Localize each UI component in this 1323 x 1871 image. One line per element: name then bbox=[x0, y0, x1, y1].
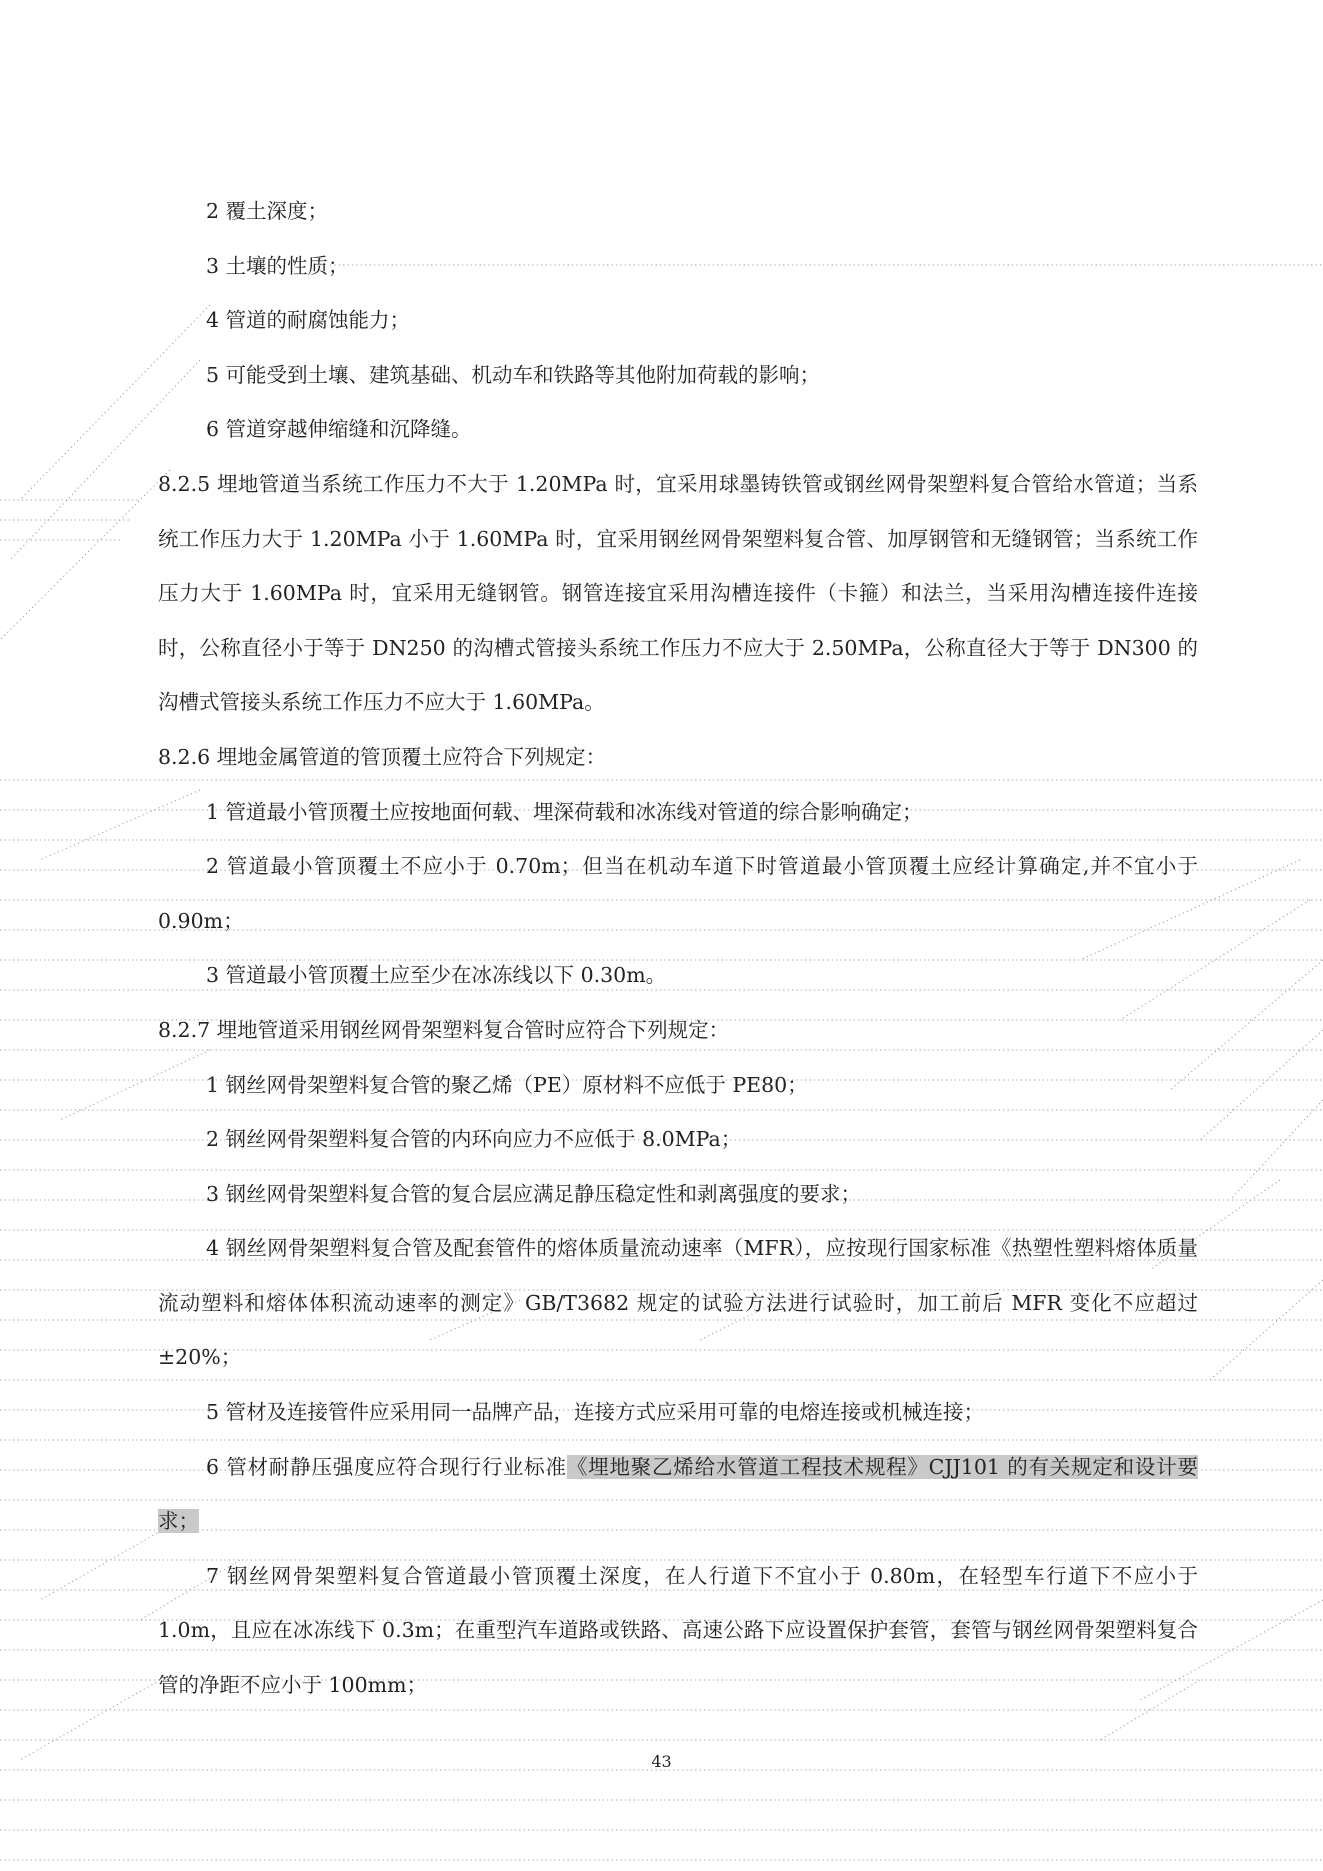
clause-8-2-6-item-3: 3 管道最小管顶覆土应至少在冰冻线以下 0.30m。 bbox=[206, 963, 667, 988]
page-number: 43 bbox=[651, 1752, 672, 1771]
clause-8-2-6-item-1: 1 管道最小管顶覆土应按地面何载、埋深荷载和冰冻线对管道的综合影响确定； bbox=[206, 799, 923, 824]
clause-8-2-7-item-5: 5 管材及连接管件应采用同一品牌产品，连接方式应采用可靠的电熔连接或机械连接； bbox=[206, 1400, 985, 1425]
clause-8-2-6: 8.2.6 埋地金属管道的管顶覆土应符合下列规定： bbox=[158, 744, 607, 769]
clause-8-2-7-item-7: 7 钢丝网骨架塑料复合管道最小管顶覆土深度，在人行道下不宜小于 0.80m，在轻型车行道下不应小于 1.0m，且应在冰冻线下 0.3m；在重型汽车道路或铁路、高速公路下应设置保护套管，套管与钢丝网骨架塑料复合管的净距不应小于 100mm； bbox=[158, 1563, 1198, 1698]
clause-8-2-7-item-2: 2 钢丝网骨架塑料复合管的内环向应力不应低于 8.0MPa； bbox=[206, 1127, 742, 1152]
clause-8-2-6-item-2: 2 管道最小管顶覆土不应小于 0.70m；但当在机动车道下时管道最小管顶覆土应经计算确定,并不宜小于 0.90m； bbox=[158, 854, 1198, 933]
paragraph-item-5: 5 可能受到土壤、建筑基础、机动车和铁路等其他附加荷载的影响； bbox=[206, 362, 821, 387]
clause-8-2-7-item-6 bbox=[158, 1440, 1198, 1549]
clause-8-2-7: 8.2.7 埋地管道采用钢丝网骨架塑料复合管时应符合下列规定： bbox=[158, 1017, 730, 1042]
paragraph-item-3: 3 土壤的性质； bbox=[206, 253, 349, 278]
highlighted-standard-reference: 《埋地聚乙烯给水管道工程技术规程》CJJ101 的有关规定和设计要求； bbox=[158, 1454, 1198, 1534]
paragraph-item-2: 2 覆土深度； bbox=[206, 199, 329, 223]
clause-8-2-5: 8.2.5 埋地管道当系统工作压力不大于 1.20MPa 时，宜采用球墨铸铁管或钢丝网骨架塑料复合管给水管道；当系统工作压力大于 1.20MPa 小于 1.60MPa 时，宜采用钢丝网骨架塑料复合管、加厚钢管和无缝钢管；当系统工作压力大于 1.60MPa 时，宜采用无缝钢管。钢管连接宜采用沟槽连接件（卡箍）和法兰，当采用沟槽连接件连接时，公称直径小于等于 DN250 的沟槽式管接头系统工作压力不应大于 2.50MPa，公称直径大于等于 DN300 的沟槽式管接头系统工作压力不应大于 1.60MPa。 bbox=[158, 471, 1198, 715]
item-6-text: 6 管材耐静压强度应符合现行行业标准 bbox=[206, 1454, 567, 1479]
clause-8-2-7-item-4: 4 钢丝网骨架塑料复合管及配套管件的熔体质量流动速率（MFR），应按现行国家标准《热塑性塑料熔体质量流动塑料和熔体体积流动速率的测定》GB/T3682 规定的试验方法进行试验时，加工前后 MFR 变化不应超过±20%； bbox=[158, 1236, 1198, 1370]
clause-8-2-7-item-3: 3 钢丝网骨架塑料复合管的复合层应满足静压稳定性和剥离强度的要求； bbox=[206, 1181, 862, 1206]
clause-8-2-7-item-1: 1 钢丝网骨架塑料复合管的聚乙烯（PE）原材料不应低于 PE80； bbox=[206, 1072, 808, 1097]
document-body bbox=[158, 184, 1198, 1713]
paragraph-item-4: 4 管道的耐腐蚀能力； bbox=[206, 308, 411, 333]
paragraph-item-6: 6 管道穿越伸缩缝和沉降缝。 bbox=[206, 417, 472, 442]
